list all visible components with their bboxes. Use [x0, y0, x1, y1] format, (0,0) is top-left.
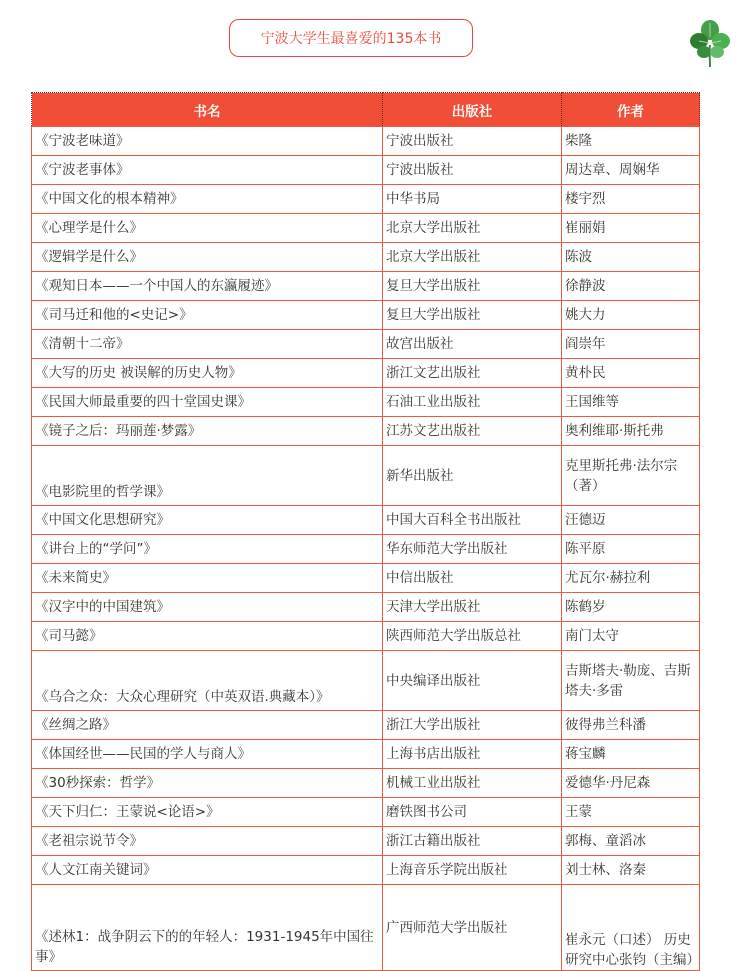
publisher-cell: 石油工业出版社	[383, 388, 562, 417]
publisher-cell: 宁波出版社	[383, 156, 562, 185]
publisher-cell: 中华书局	[383, 185, 562, 214]
author-cell: 周达章、周娴华	[562, 156, 700, 185]
author-cell: 陈鹤岁	[562, 593, 700, 622]
publisher-cell: 北京大学出版社	[383, 243, 562, 272]
book-cell: 《述林1：战争阴云下的的年轻人：1931-1945年中国往事》	[32, 885, 383, 971]
table-row	[32, 417, 700, 446]
book-cell: 《民国大师最重要的四十堂国史课》	[32, 388, 383, 417]
book-cell: 《天下归仁：王蒙说<论语>》	[32, 798, 383, 827]
clover-leaf-icon	[689, 19, 731, 69]
book-cell: 《镜子之后：玛丽莲·梦露》	[32, 417, 383, 446]
book-cell: 《宁波老味道》	[32, 127, 383, 156]
title-banner	[229, 19, 477, 60]
author-cell: 尤瓦尔·赫拉利	[562, 564, 700, 593]
author-cell: 崔永元（口述） 历史研究中心张钧（主编）	[562, 885, 700, 971]
table-row	[32, 185, 700, 214]
publisher-cell: 广西师范大学出版社	[383, 885, 562, 971]
author-cell: 奥利维耶·斯托弗	[562, 417, 700, 446]
author-cell: 南门太守	[562, 622, 700, 651]
book-cell: 《观知日本——一个中国人的东瀛履迹》	[32, 272, 383, 301]
publisher-cell: 机械工业出版社	[383, 769, 562, 798]
publisher-cell: 故宫出版社	[383, 330, 562, 359]
publisher-cell: 陕西师范大学出版总社	[383, 622, 562, 651]
publisher-cell: 华东师范大学出版社	[383, 535, 562, 564]
table-row	[32, 330, 700, 359]
book-cell: 《宁波老事体》	[32, 156, 383, 185]
author-cell: 王蒙	[562, 798, 700, 827]
page-title: 宁波大学生最喜爱的135本书	[229, 19, 473, 57]
table-row	[32, 622, 700, 651]
book-cell: 《清朝十二帝》	[32, 330, 383, 359]
author-cell: 柴隆	[562, 127, 700, 156]
author-cell: 黄朴民	[562, 359, 700, 388]
table-row	[32, 156, 700, 185]
book-cell: 《中国文化思想研究》	[32, 506, 383, 535]
book-cell: 《司马迁和他的<史记>》	[32, 301, 383, 330]
author-cell: 徐静波	[562, 272, 700, 301]
book-cell: 《体国经世——民国的学人与商人》	[32, 740, 383, 769]
table-row	[32, 769, 700, 798]
book-cell: 《心理学是什么》	[32, 214, 383, 243]
author-cell: 阎崇年	[562, 330, 700, 359]
table-row	[32, 272, 700, 301]
publisher-cell: 新华出版社	[383, 446, 562, 506]
table-header-row	[32, 93, 700, 127]
author-cell: 崔丽娟	[562, 214, 700, 243]
publisher-cell: 复旦大学出版社	[383, 272, 562, 301]
publisher-cell: 天津大学出版社	[383, 593, 562, 622]
book-cell: 《人文江南关键词》	[32, 856, 383, 885]
header-book-title: 书名	[32, 93, 383, 127]
table-row	[32, 651, 700, 711]
publisher-cell: 北京大学出版社	[383, 214, 562, 243]
table-row	[32, 388, 700, 417]
author-cell: 汪德迈	[562, 506, 700, 535]
book-cell: 《丝绸之路》	[32, 711, 383, 740]
book-cell: 《乌合之众：大众心理研究（中英双语.典藏本）》	[32, 651, 383, 711]
publisher-cell: 宁波出版社	[383, 127, 562, 156]
book-cell: 《中国文化的根本精神》	[32, 185, 383, 214]
table-row	[32, 506, 700, 535]
publisher-cell: 上海音乐学院出版社	[383, 856, 562, 885]
books-table	[31, 92, 700, 971]
book-cell: 《未来简史》	[32, 564, 383, 593]
publisher-cell: 浙江古籍出版社	[383, 827, 562, 856]
book-cell: 《汉字中的中国建筑》	[32, 593, 383, 622]
book-cell: 《司马懿》	[32, 622, 383, 651]
author-cell: 吉斯塔夫·勒庞、吉斯塔夫·多雷	[562, 651, 700, 711]
table-row	[32, 564, 700, 593]
table-row	[32, 243, 700, 272]
author-cell: 楼宇烈	[562, 185, 700, 214]
author-cell: 王国维等	[562, 388, 700, 417]
publisher-cell: 上海书店出版社	[383, 740, 562, 769]
publisher-cell: 复旦大学出版社	[383, 301, 562, 330]
book-cell: 《讲台上的“学问”》	[32, 535, 383, 564]
table-row	[32, 740, 700, 769]
header-author: 作者	[562, 93, 700, 127]
publisher-cell: 中国大百科全书出版社	[383, 506, 562, 535]
table-row	[32, 856, 700, 885]
table-row	[32, 127, 700, 156]
author-cell: 刘士林、洛秦	[562, 856, 700, 885]
author-cell: 郭梅、童滔冰	[562, 827, 700, 856]
publisher-cell: 浙江大学出版社	[383, 711, 562, 740]
author-cell: 蒋宝麟	[562, 740, 700, 769]
table-row	[32, 359, 700, 388]
publisher-cell: 中信出版社	[383, 564, 562, 593]
publisher-cell: 浙江文艺出版社	[383, 359, 562, 388]
publisher-cell: 磨铁图书公司	[383, 798, 562, 827]
table-row	[32, 827, 700, 856]
publisher-cell: 中央编译出版社	[383, 651, 562, 711]
author-cell: 彼得弗兰科潘	[562, 711, 700, 740]
book-cell: 《电影院里的哲学课》	[32, 446, 383, 506]
author-cell: 陈平原	[562, 535, 700, 564]
author-cell: 陈波	[562, 243, 700, 272]
table-row	[32, 301, 700, 330]
book-cell: 《30秒探索：哲学》	[32, 769, 383, 798]
book-cell: 《逻辑学是什么》	[32, 243, 383, 272]
table-row	[32, 885, 700, 971]
publisher-cell: 江苏文艺出版社	[383, 417, 562, 446]
table-row	[32, 798, 700, 827]
table-row	[32, 711, 700, 740]
table-row	[32, 446, 700, 506]
table-row	[32, 593, 700, 622]
table-row	[32, 535, 700, 564]
header-publisher: 出版社	[383, 93, 562, 127]
author-cell: 克里斯托弗·法尔宗（著）	[562, 446, 700, 506]
book-cell: 《老祖宗说节令》	[32, 827, 383, 856]
table-row	[32, 214, 700, 243]
author-cell: 姚大力	[562, 301, 700, 330]
book-cell: 《大写的历史 被误解的历史人物》	[32, 359, 383, 388]
author-cell: 爱德华·丹尼森	[562, 769, 700, 798]
